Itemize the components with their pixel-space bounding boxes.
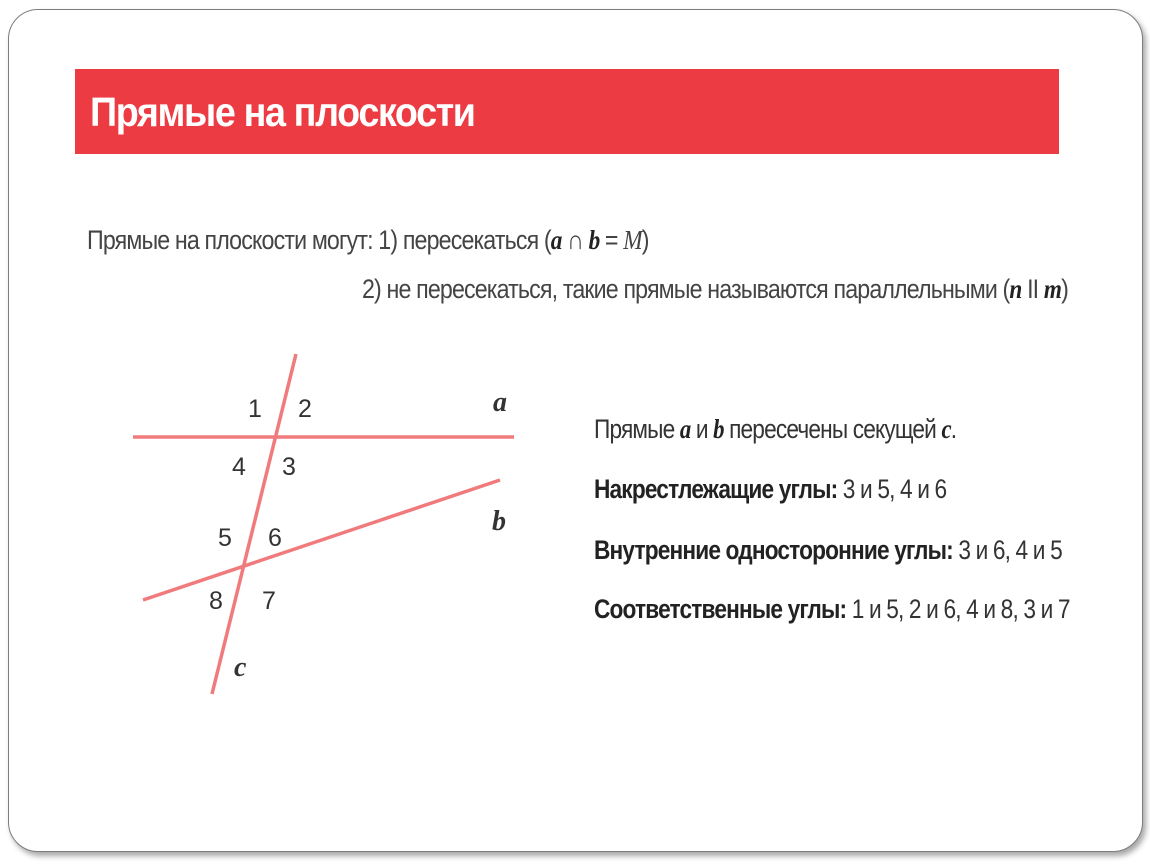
angle-label-5: 5 [218, 524, 232, 552]
info-text-2: и [690, 414, 714, 444]
line-label-c: c [234, 652, 247, 683]
intro-var-m: m [1043, 274, 1062, 304]
intro-line-1-text: Прямые на плоскости могут: 1) пересекаться ( [87, 225, 551, 255]
info-var-b: b [713, 414, 724, 444]
info-text-1: Прямые [594, 414, 680, 444]
info-corresponding-angles [594, 594, 1070, 625]
angle-label-4: 4 [232, 453, 246, 481]
intro-var-a: a [550, 225, 562, 255]
info-alternate-angles [594, 474, 946, 505]
angle-label-6: 6 [268, 524, 282, 552]
info-value-alternate: 3 и 5, 4 и 6 [837, 474, 947, 504]
info-var-c: c [941, 414, 951, 444]
angle-label-3: 3 [282, 453, 296, 481]
info-consecutive-interior-angles [594, 535, 1062, 566]
info-value-consecutive: 3 и 6, 4 и 5 [952, 535, 1062, 565]
info-text-4: . [950, 414, 957, 444]
page-title: Прямые на плоскости [90, 89, 475, 135]
intro-equals-sign: = [599, 225, 624, 255]
intro-close-paren: ) [641, 225, 649, 255]
line-label-a: a [493, 387, 507, 418]
intro-line-2-text: 2) не пересекаться, такие прямые называются параллельными ( [362, 274, 1010, 304]
info-value-corresponding: 1 и 5, 2 и 6, 4 и 8, 3 и 7 [846, 594, 1070, 624]
angle-label-8: 8 [209, 587, 223, 615]
angle-label-7: 7 [262, 587, 276, 615]
info-term-corresponding: Соответственные углы: [594, 594, 847, 624]
intro-var-M: M [623, 225, 642, 255]
info-term-alternate: Накрестлежащие углы: [594, 474, 838, 504]
intro-parallel-sign: II [1021, 274, 1044, 304]
info-term-consecutive: Внутренние односторонние углы: [594, 535, 953, 565]
intro-intersection-sign: ∩ [561, 225, 589, 255]
intro-var-b: b [588, 225, 600, 255]
info-var-a: a [679, 414, 691, 444]
angle-label-2: 2 [298, 395, 312, 423]
intro-close-paren-2: ) [1061, 274, 1068, 304]
line-b [143, 480, 500, 600]
angle-label-1: 1 [248, 395, 262, 423]
info-line-secant [594, 414, 956, 445]
line-label-b: b [492, 506, 506, 537]
intro-var-n: n [1009, 274, 1022, 304]
info-text-3: пересечены секущей [723, 414, 942, 444]
